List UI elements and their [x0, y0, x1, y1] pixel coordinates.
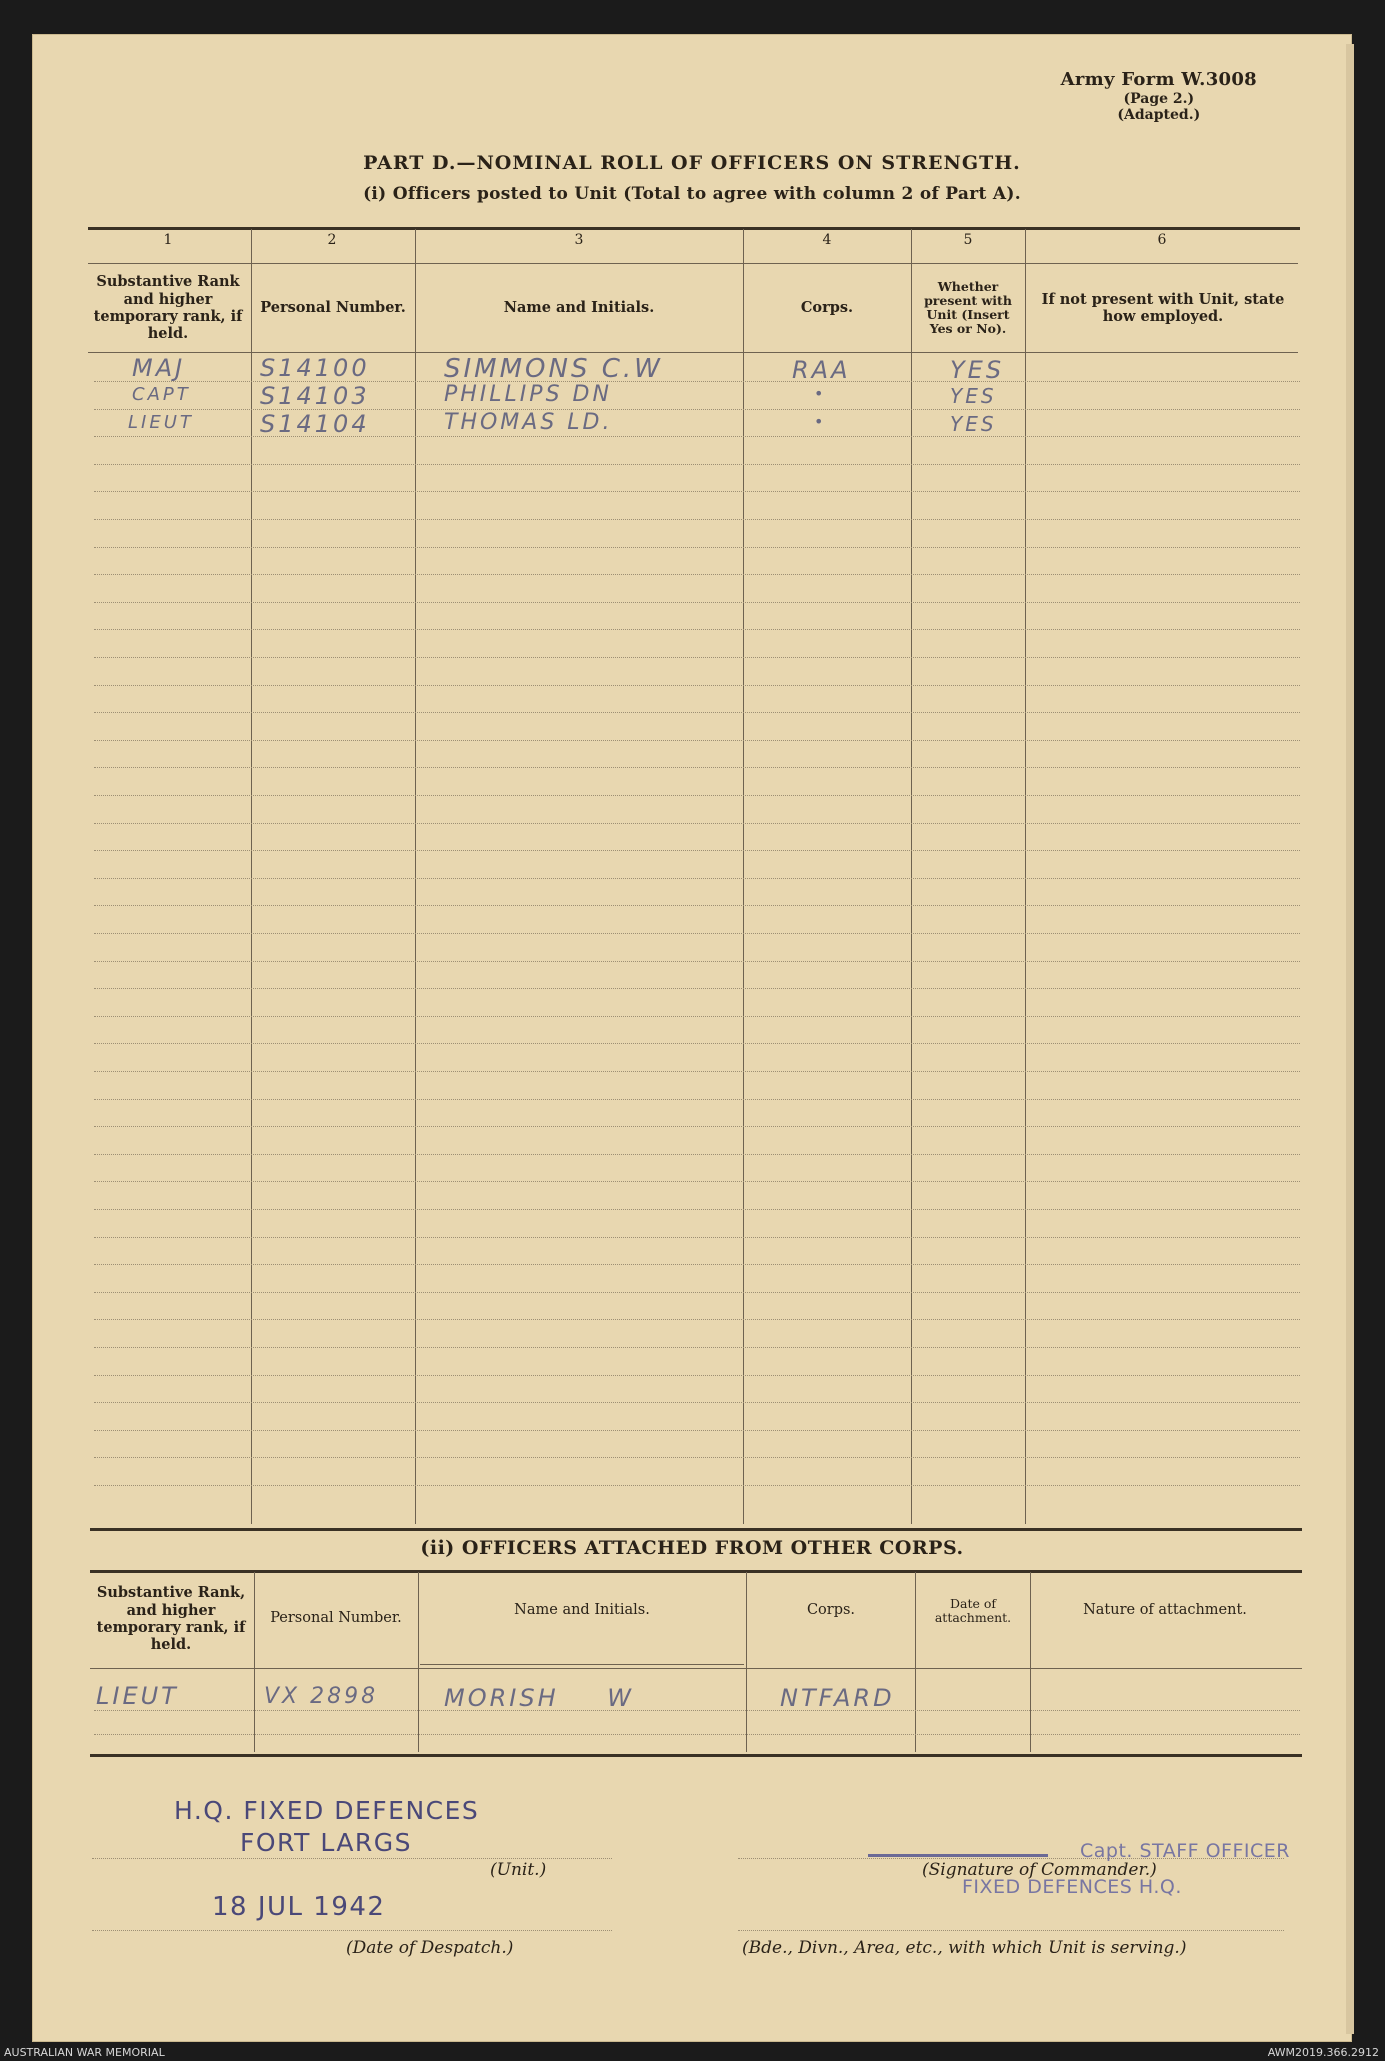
row-3-name: THOMAS LD. — [444, 410, 613, 435]
ruled-line — [94, 1043, 1300, 1044]
ruled-line — [94, 1457, 1300, 1458]
row-3-number: S14104 — [260, 410, 370, 438]
ruled-line — [94, 1347, 1300, 1348]
attached-header-rule — [90, 1668, 1302, 1669]
form-note: (Adapted.) — [1117, 106, 1201, 123]
ruled-line — [94, 1402, 1300, 1403]
row-2-rank: CAPT — [132, 384, 191, 405]
ruled-line — [94, 1319, 1300, 1320]
ruled-line — [94, 850, 1300, 851]
column-divider-3 — [743, 229, 744, 1524]
ruled-line — [94, 519, 1300, 520]
unit-line — [92, 1858, 612, 1859]
ruled-line — [94, 767, 1300, 768]
row-1-present: YES — [950, 356, 1005, 384]
ruled-line — [94, 1181, 1300, 1182]
header-bottom-rule — [88, 352, 1298, 353]
ruled-line — [94, 1264, 1300, 1265]
ruled-line — [94, 795, 1300, 796]
ruled-line — [94, 1071, 1300, 1072]
unit-stamp-line-1: H.Q. FIXED DEFENCES — [174, 1796, 480, 1825]
form-page: (Page 2.) — [1123, 90, 1195, 107]
form-title: Army Form W.3008 — [1060, 69, 1257, 90]
column-divider-5 — [1025, 229, 1026, 1524]
column-header-rank: Substantive Rank and higher temporary rank, if held. — [93, 273, 243, 343]
part-ii-title: (ii) OFFICERS ATTACHED FROM OTHER CORPS. — [420, 1537, 964, 1559]
ruled-line — [94, 1099, 1300, 1100]
ruled-line — [94, 1154, 1300, 1155]
attached-row-1-corps: NTFARD — [780, 1684, 895, 1712]
date-caption: (Date of Despatch.) — [346, 1938, 514, 1958]
ruled-line — [94, 629, 1300, 630]
attached-header-nature: Nature of attachment. — [1083, 1602, 1247, 1619]
paper-edge — [1346, 44, 1354, 2034]
row-1-corps: RAA — [792, 356, 851, 384]
signature-mark — [868, 1854, 1048, 1857]
column-divider-2 — [415, 229, 416, 1524]
bde-line — [738, 1930, 1284, 1931]
row-3-present: YES — [950, 412, 997, 436]
ruled-line — [94, 464, 1300, 465]
part-d-title: PART D.—NOMINAL ROLL OF OFFICERS ON STRENGTH. — [363, 152, 1021, 174]
table-bottom-rule — [90, 1528, 1302, 1531]
ruled-line — [94, 1292, 1300, 1293]
unit-caption: (Unit.) — [490, 1860, 547, 1880]
signature-caption: (Signature of Commander.) — [922, 1860, 1157, 1880]
attached-table-top-rule — [90, 1570, 1302, 1573]
attached-divider-2 — [418, 1572, 419, 1752]
column-header-number: Personal Number. — [260, 299, 406, 317]
ruled-line — [94, 712, 1300, 713]
row-2-number: S14103 — [260, 382, 370, 410]
form-paper — [32, 34, 1352, 2042]
date-stamp: 18 JUL 1942 — [212, 1892, 386, 1922]
column-number-4: 4 — [822, 232, 832, 248]
row-2-corps: • — [814, 384, 827, 403]
bde-caption: (Bde., Divn., Area, etc., with which Unit is serving.) — [742, 1938, 1187, 1958]
ruled-line — [94, 905, 1300, 906]
officer-stamp-line-2: FIXED DEFENCES H.Q. — [962, 1876, 1182, 1898]
ruled-line — [94, 657, 1300, 658]
column-number-6: 6 — [1157, 232, 1167, 248]
attached-row-1-name: MORISH W — [444, 1684, 634, 1712]
row-2-name: PHILLIPS DN — [444, 382, 612, 407]
ruled-line — [94, 988, 1300, 989]
part-d-subtitle: (i) Officers posted to Unit (Total to agree with column 2 of Part A). — [363, 184, 1021, 204]
column-header-present: Whether present with Unit (Insert Yes or No). — [924, 279, 1012, 336]
attached-header-name: Name and Initials. — [514, 1602, 650, 1619]
ruled-line — [94, 1485, 1300, 1486]
attached-header-rank: Substantive Rank, and higher temporary rank, if held. — [96, 1584, 246, 1654]
unit-stamp-line-2: FORT LARGS — [240, 1828, 413, 1857]
attached-header-corps: Corps. — [806, 1602, 856, 1619]
ruled-line — [94, 1209, 1300, 1210]
row-3-corps: • — [814, 412, 827, 431]
column-number-rule — [88, 263, 1298, 264]
ruled-line — [94, 823, 1300, 824]
ruled-line — [94, 491, 1300, 492]
attached-ruled-line — [94, 1710, 1300, 1711]
ruled-line — [94, 685, 1300, 686]
form-identifier — [1061, 70, 1257, 123]
column-number-2: 2 — [327, 232, 337, 248]
ruled-line — [94, 878, 1300, 879]
attached-divider-3 — [746, 1572, 747, 1752]
ruled-line — [94, 740, 1300, 741]
column-divider-1 — [251, 229, 252, 1524]
ruled-line — [94, 961, 1300, 962]
row-1-name: SIMMONS C.W — [444, 354, 663, 384]
attached-name-rule — [420, 1664, 744, 1665]
attached-divider-1 — [254, 1572, 255, 1752]
attached-ruled-line — [94, 1734, 1300, 1735]
row-3-rank: LIEUT — [128, 412, 194, 433]
column-header-employed: If not present with Unit, state how employed. — [1041, 290, 1285, 325]
attached-row-1-number: VX 2898 — [264, 1684, 379, 1709]
attached-header-date: Date of attachment. — [934, 1596, 1012, 1625]
attached-divider-5 — [1030, 1572, 1031, 1752]
ruled-line — [94, 1126, 1300, 1127]
ruled-line — [94, 574, 1300, 575]
date-line — [92, 1930, 612, 1931]
attached-divider-4 — [915, 1572, 916, 1752]
row-1-rank: MAJ — [132, 354, 186, 382]
table-top-rule — [88, 227, 1300, 230]
column-number-1: 1 — [163, 232, 173, 248]
row-1-number: S14100 — [260, 354, 370, 382]
column-number-3: 3 — [574, 232, 584, 248]
ruled-line — [94, 1375, 1300, 1376]
footer-reference: AWM2019.366.2912 — [1267, 2046, 1379, 2059]
column-divider-4 — [911, 229, 912, 1524]
column-header-corps: Corps. — [800, 299, 854, 317]
attached-header-number: Personal Number. — [270, 1610, 402, 1627]
attached-row-1-rank: LIEUT — [96, 1682, 179, 1710]
footer-archive: AUSTRALIAN WAR MEMORIAL — [4, 2046, 165, 2059]
officer-stamp-line-1: Capt. STAFF OFFICER — [1080, 1840, 1290, 1862]
ruled-line — [94, 1430, 1300, 1431]
ruled-line — [94, 1016, 1300, 1017]
ruled-line — [94, 1237, 1300, 1238]
column-number-5: 5 — [963, 232, 973, 248]
ruled-line — [94, 547, 1300, 548]
attached-table-bottom-rule — [90, 1754, 1302, 1757]
row-2-present: YES — [950, 384, 997, 408]
column-header-name: Name and Initials. — [503, 299, 655, 317]
ruled-line — [94, 933, 1300, 934]
ruled-line — [94, 602, 1300, 603]
